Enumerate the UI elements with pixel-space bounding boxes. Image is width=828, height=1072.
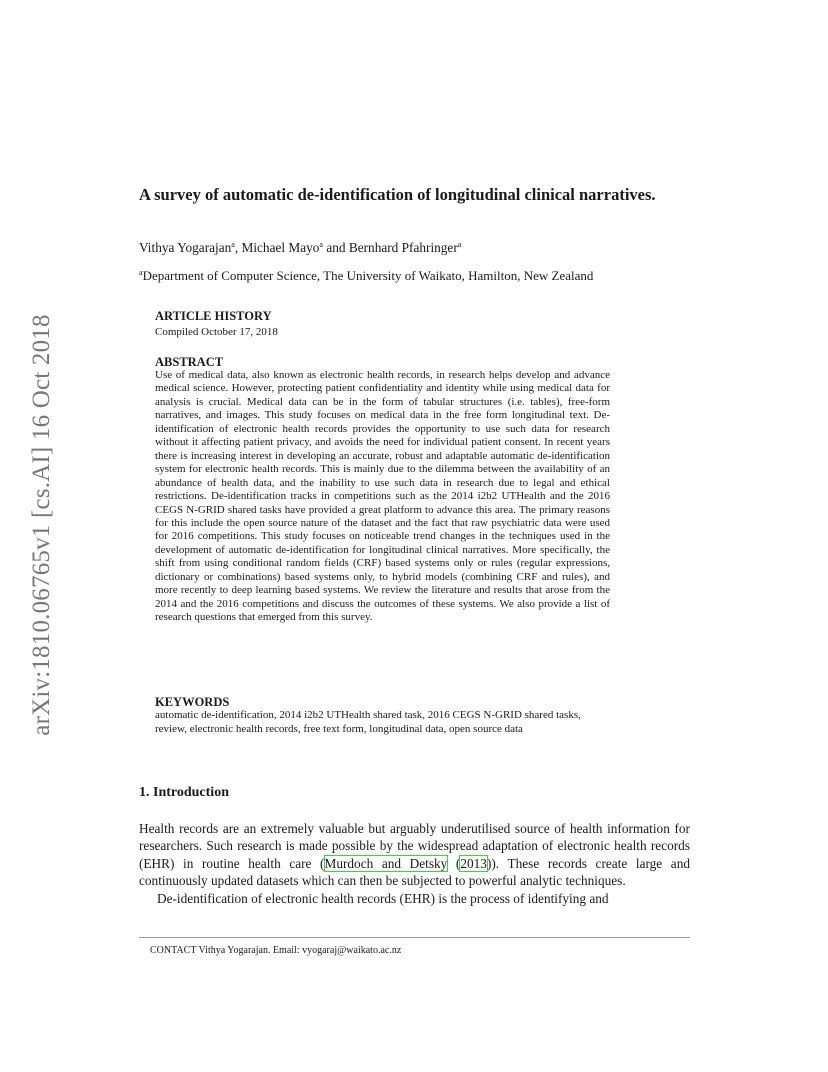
author-name: Vithya Yogarajan xyxy=(139,240,232,255)
arxiv-identifier: arXiv:1810.06765v1 [cs.AI] 16 Oct 2018 xyxy=(28,314,55,736)
affiliation-mark: a xyxy=(319,240,323,249)
article-history-heading: ARTICLE HISTORY xyxy=(155,309,272,323)
paragraph-text: )). These records create large and continuously updated datasets which can then be subjected to powerful analytic techniques. xyxy=(139,855,690,889)
author-list: Vithya Yogarajan$^a$, Michael Mayo$^a$ and Bernhard Pfahringer$^a$ xyxy=(139,240,462,255)
paragraph-text: Health records are an extremely valuable but arguably underutilised source of health information for researchers. Such research is made possible by the widespread adaptation of electronic health records (EHR) in routine health care ( xyxy=(139,821,690,871)
arxiv-sidebar xyxy=(24,290,60,760)
author-separator: and xyxy=(326,240,346,255)
citation-link[interactable] xyxy=(325,856,448,871)
paragraph: De-identification of electronic health records (EHR) is the process of identifying and xyxy=(157,890,609,906)
keywords-text: automatic de-identification, 2014 i2b2 UTHealth shared task, 2016 CEGS N-GRID shared tasks, review, electronic health records, free text form, longitudinal data, open source data xyxy=(155,709,581,735)
abstract-heading: ABSTRACT xyxy=(155,355,224,369)
footnote-divider xyxy=(139,937,690,938)
affiliation-mark: a xyxy=(139,268,143,277)
affiliation-mark: a xyxy=(231,240,235,249)
author-name: Bernhard Pfahringer xyxy=(348,240,458,255)
citation-year: 2013 xyxy=(460,855,487,871)
footnote-contact: CONTACT Vithya Yogarajan. Email: vyogaraj@waikato.ac.nz xyxy=(150,945,402,956)
keywords-section xyxy=(155,695,610,736)
citation-author: Murdoch and Detsky xyxy=(324,855,448,871)
introduction-body xyxy=(139,820,690,907)
paper-title: A survey of automatic de-identification of longitudinal clinical narratives. xyxy=(139,185,656,204)
article-history xyxy=(155,309,610,340)
paragraph: Health records are an extremely valuable but arguably underutilised source of health information for researchers. Such research is made possible by the widespread adaptation of electronic health records (EHR) in routine health care (Murdoch and Detsky (2013)). These records create large and continuously updated datasets which can then be subjected to powerful analytic techniques. xyxy=(139,821,690,889)
affiliation-text: Department of Computer Science, The University of Waikato, Hamilton, New Zealand xyxy=(142,268,594,283)
compiled-date: Compiled October 17, 2018 xyxy=(155,326,278,338)
affiliation-mark: a xyxy=(457,240,462,249)
abstract-text: Use of medical data, also known as electronic health records, in research helps develop and advance medical science. However, protecting patient confidentiality and identity while using medical data for analysis is crucial. Medical data can be in the form of tabular structures (i.e. tables), free-form narratives, and images. This study focuses on medical data in the free form longitudinal text. De-identification of electronic health records provides the opportunity to use such data for research without it affecting patient privacy, and avoids the need for individual patient consent. In recent years there is increasing interest in developing an accurate, robust and adaptable automatic de-identification system for electronic health records. This is mainly due to the dilemma between the availability of an abundance of health data, and the inability to use such data in research due to legal and ethical restrictions. De-identification tracks in competitions such as the 2014 i2b2 UTHealth and the 2016 CEGS N-GRID shared tasks have provided a great platform to advance this area. The primary reasons for this include the open source nature of the dataset and the fact that raw psychiatric data were used for 2016 competitions. This study focuses on noticeable trend changes in the techniques used in the development of automatic de-identification for longitudinal clinical narratives. More specifically, the shift from using conditional random fields (CRF) based systems only or rules (regular expressions, dictionary or combinations) based systems only, to hybrid models (combining CRF and rules), and more recently to deep learning based systems. We review the literature and results that arose from the 2014 and the 2016 competitions and discuss the outcomes of these systems. We also provide a list of research questions that emerged from this survey. xyxy=(155,369,610,624)
citation-year-link[interactable] xyxy=(460,856,487,871)
author-name: Michael Mayo xyxy=(241,240,320,255)
abstract-section xyxy=(155,355,610,625)
affiliation xyxy=(139,268,593,284)
section-heading-introduction: 1. Introduction xyxy=(139,785,229,800)
keywords-heading: KEYWORDS xyxy=(155,695,230,709)
